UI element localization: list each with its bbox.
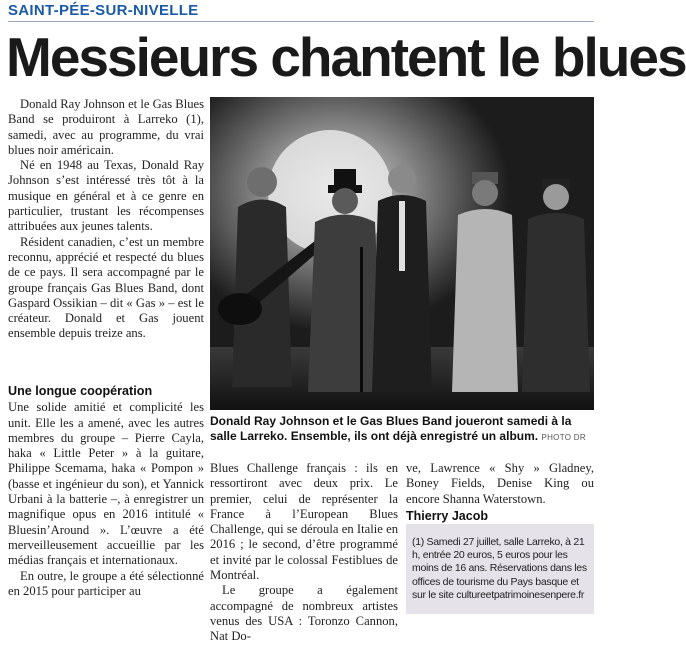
article-headline: Messieurs chantent le blues (6, 26, 686, 88)
paragraph-selection: En outre, le groupe a été sélectionné en 2015 pour participer au (8, 568, 204, 598)
author-byline: Thierry Jacob (406, 508, 488, 523)
caption-text: Donald Ray Johnson et le Gas Blues Band joueront samedi à la salle Larreko. Ensemble, ils ont déjà enregistré un album. (210, 414, 572, 443)
photo-credit: PHOTO DR (541, 432, 586, 442)
section-kicker: SAINT-PÉE-SUR-NIVELLE (8, 2, 199, 19)
paragraph-born: Né en 1948 au Texas, Donald Ray Johnson s’est intéressé très tôt à la musique en général et à ce genre en particulier, trustant les récompenses attribuées aux jeunes talents. (8, 158, 204, 234)
column-1-top (8, 97, 204, 342)
band-photo (210, 97, 594, 410)
info-box (406, 524, 594, 614)
kicker-divider (8, 21, 594, 22)
paragraph-friendship: Une solide amitié et complicité les unit. Elle les a amené, avec les autres membres du groupe – Pierre Cayla, haka « Little Peter » à la guitare, Philippe Scemama, haka « Pompon » (basse et ingénieur du son), et Yannick Urbani à la batterie –, à enregistrer un magnifique opus en 2016 intitulé « Bluesin’Around ». L’œuvre a été merveilleusement accueillie par les médias français et internationaux. (8, 400, 204, 568)
paragraph-challenge: Blues Challenge français : ils en ressortiront avec deux prix. Le premier, celui de représenter la France à l’European Blues Challenge, qui se déroula en Italie en 2016 ; le second, d’être programmé et invité par le colossal Festiblues de Montréal. (210, 461, 398, 583)
paragraph-artists-cont: ve, Lawrence « Shy » Gladney, Boney Fields, Denise King ou encore Shanna Waterstown. (406, 461, 594, 506)
info-box-text: (1) Samedi 27 juillet, salle Larreko, à 21 h, entrée 20 euros, 5 euros pour les moins de 16 ans. Réservations dans les offices de tourisme du Pays basque et sur le site cultureetpatrimoinesenpere.fr (412, 536, 587, 601)
subhead-cooperation: Une longue coopération (8, 384, 153, 398)
paragraph-intro: Donald Ray Johnson et le Gas Blues Band se produiront à Larreko (1), samedi, avec au programme, du vrai blues noir américain. (8, 97, 204, 157)
column-1-bottom (8, 384, 204, 599)
paragraph-artists: Le groupe a également accompagné de nombreux artistes venus des USA : Toronzo Cannon, Nat Do- (210, 583, 398, 644)
column-2 (210, 461, 398, 645)
paragraph-resident: Résident canadien, c’est un membre reconnu, apprécié et respecté du blues de ce pays. Il sera accompagné par le groupe français Gas Blues Band, dont Gaspard Ossikian – dit « Gas » – est le créateur. Donald et Gas jouent ensemble depuis treize ans. (8, 234, 204, 341)
photo-caption (210, 414, 594, 445)
column-3 (406, 461, 594, 524)
band-photo-illustration (210, 97, 594, 410)
